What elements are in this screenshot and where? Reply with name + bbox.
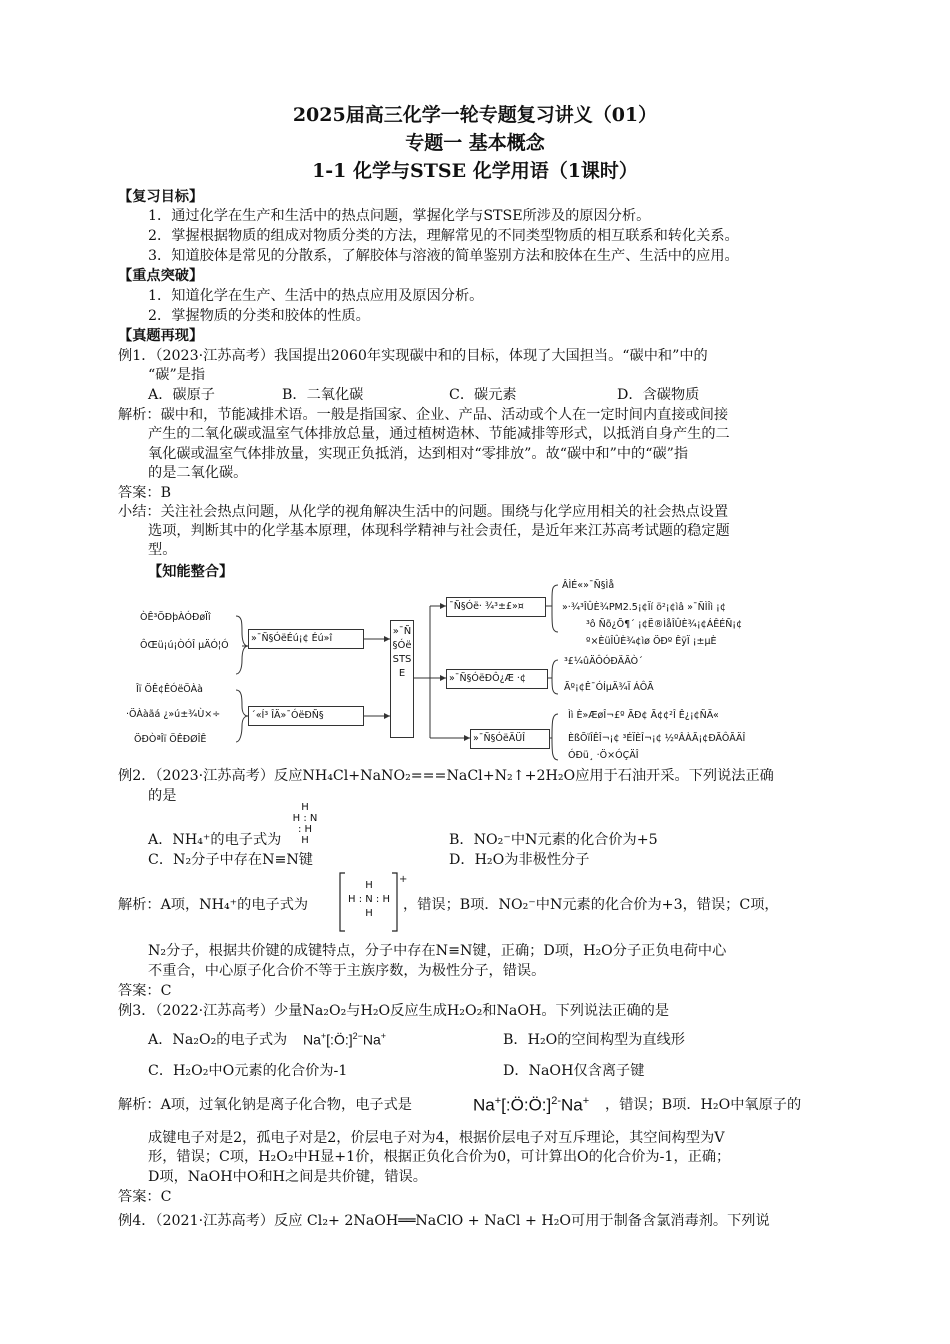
ex2-question: 例2．（2023·江苏高考）反应NH₄Cl+NaNO₂===NaCl+N₂↑+2H₂O应用于石油开采。下列说法正确 bbox=[118, 768, 774, 784]
goals-heading: 【复习目标】 bbox=[118, 189, 204, 205]
ex3-analysis-4: D项，NaOH中O和H之间是共价键，错误。 bbox=[148, 1169, 427, 1185]
ex3-analysis: 解析：A项，过氧化钠是离子化合物，电子式是 bbox=[118, 1097, 412, 1113]
key-2: 2．掌握物质的分类和胶体的性质。 bbox=[148, 308, 370, 324]
svg-text:+: + bbox=[399, 874, 408, 885]
box-stse: »¯Ñ§ÓëSTSE bbox=[390, 620, 414, 738]
nh4-electron-formula-image: H H : N : H H bbox=[292, 802, 318, 846]
ex1-analysis: 解析：碳中和，节能减排术语。一般是指国家、企业、产品、活动或个人在一定时间内直接或间接 bbox=[118, 407, 729, 423]
diagram-right-9: ÓÐü¸ ·Ö×ÓÇÄÎ bbox=[568, 750, 639, 761]
diagram-right-2: »·¾³ÎÛÈ¾PM2.5¡¢Ïí ö²¡¢ìâ »¯ÑÌÎì ¡¢ bbox=[562, 602, 726, 613]
box-energy: »¯Ñ§ÓëÄÜÎ bbox=[470, 729, 550, 749]
ex1-summary-3: 型。 bbox=[148, 542, 177, 558]
ex3-answer: 答案：C bbox=[118, 1189, 172, 1205]
knowledge-heading: 【知能整合】 bbox=[148, 564, 234, 580]
box-life: »¯Ñ§ÓëÉú¡¢ Éú»î bbox=[248, 629, 364, 649]
ex3-question: 例3．（2022·江苏高考）少量Na₂O₂与H₂O反应生成H₂O₂和NaOH。下列说法正确的是 bbox=[118, 1003, 670, 1019]
ex1-analysis-2: 产生的二氧化碳或温室气体排放总量，通过植树造林、节能减排等形式，以抵消自身产生的二 bbox=[148, 426, 730, 442]
ex1-analysis-3: 氧化碳或温室气体排放量，实现正负抵消，达到相对“零排放”。故“碳中和”中的“碳”指 bbox=[148, 446, 689, 462]
key-heading: 【重点突破】 bbox=[118, 268, 204, 284]
ex1-question-cont: “碳”是指 bbox=[148, 367, 206, 383]
ex3-analysis-b: ，错误；B项．H₂O中氧原子的 bbox=[605, 1097, 802, 1113]
nh4-electron-formula-bracket: H H : N : H H bbox=[348, 880, 390, 919]
ex1-option-d: D．含碳物质 bbox=[617, 387, 700, 403]
ex3-option-d: D．NaOH仅含离子键 bbox=[503, 1063, 645, 1079]
ex3-option-a: A．Na₂O₂的电子式为 bbox=[148, 1032, 288, 1048]
diagram-left-3: Îï ÖÊ¢ÊÓëÖÀà bbox=[136, 684, 203, 695]
box-culture: ´«Í³ ÎÄ»¯ÓëÐÑ§ bbox=[248, 706, 364, 726]
exam-heading: 【真题再现】 bbox=[118, 328, 204, 344]
diagram-left-4: ·ÖÀàãá ¿»ú±¾Ù×÷ bbox=[126, 709, 221, 720]
ex1-option-a: A．碳原子 bbox=[148, 387, 215, 403]
ex3-option-c: C．H₂O₂中O元素的化合价为-1 bbox=[148, 1063, 348, 1079]
na2o2-electron-formula-image: Na+[:Ö:]$^{2-}$Na+ bbox=[303, 1031, 387, 1048]
diagram-left-5: ÖÐÒªÎï ÖÊÐØÎÊ bbox=[134, 734, 207, 745]
na2o2-electron-formula-image-2: Na+[:Ö:Ö:]$^{2-}$Na+ bbox=[473, 1095, 590, 1115]
ex3-option-b: B．H₂O的空间构型为直线形 bbox=[503, 1032, 685, 1048]
ex2-option-a: A．NH₄⁺的电子式为 bbox=[148, 832, 282, 848]
ex1-option-b: B．二氧化碳 bbox=[282, 387, 364, 403]
ex3-analysis-2: 成键电子对是2，孤电子对是2，价层电子对为4，根据价层电子对互斥理论，其空间构型为V bbox=[148, 1130, 725, 1146]
doc-title: 2025届高三化学一轮专题复习讲义（01） bbox=[292, 104, 658, 126]
diagram-right-5: ³£¼ûÄÔÓÐÄÃÒ´ bbox=[564, 656, 643, 667]
goal-1: 1．通过化学在生产和生活中的热点问题，掌握化学与STSE所涉及的原因分析。 bbox=[148, 208, 651, 224]
diagram-right-4: º×ÈüÎÛÈ¾¢ìø ÖÐº ÊÿÏ ¡±µÈ bbox=[586, 636, 717, 647]
ex2-option-d: D．H₂O为非极性分子 bbox=[449, 852, 590, 868]
goal-3: 3．知道胶体是常见的分散系，了解胶体与溶液的简单鉴别方法和胶体在生产、生活中的应用。 bbox=[148, 248, 739, 264]
diagram-left-2: ÔŒü¡ú¡ÒÓÎ µÄÓ¦Ó bbox=[140, 640, 229, 651]
ex1-answer: 答案：B bbox=[118, 485, 171, 501]
ex2-answer: 答案：C bbox=[118, 983, 172, 999]
diagram-right-1: ÂÌÉ«»¯Ñ§Ìå bbox=[562, 580, 615, 591]
diagram-right-8: ÈßÕïÎÊÎ¬¡¢ ³ÉÏÈÎ¬¡¢ ½ºÂÀÃ¡¢ÐÃÔÃÄÎ bbox=[568, 733, 746, 744]
diagram-right-7: Ìì È»ÆøÎ¬£º ÃÐ¢ Ã¢¢²Î Ê¿¡¢ÑÄ« bbox=[568, 710, 719, 721]
lesson-title: 1-1 化学与STSE 化学用语（1课时） bbox=[312, 160, 638, 182]
ex1-option-c: C．碳元素 bbox=[449, 387, 517, 403]
ex2-analysis-2: N₂分子，根据共价键的成键特点，分子中存在N≡N键，正确；D项，H₂O分子正负电荷中心 bbox=[148, 943, 727, 959]
diagram-left-1: ÒÊ³ÖÐþÀÓÐøÏî bbox=[140, 612, 211, 623]
ex1-summary-2: 选项，判断其中的化学基本原理，体现科学精神与社会责任，是近年来江苏高考试题的稳定题 bbox=[148, 523, 730, 539]
ex2-question-cont: 的是 bbox=[148, 788, 177, 804]
ex1-question: 例1．（2023·江苏高考）我国提出2060年实现碳中和的目标，体现了大国担当。“碳中和”中的 bbox=[118, 348, 708, 364]
ex2-analysis-b: ，错误；B项．NO₂⁻中N元素的化合价为+3，错误；C项， bbox=[403, 897, 779, 913]
box-materials: »¯Ñ§ÓëÐÔ¿Æ ·¢ bbox=[446, 669, 548, 689]
box-environment: ¯Ñ§Óë· ¾³±£»¤ bbox=[446, 597, 546, 617]
ex2-analysis-3: 不重合，中心原子化合价不等于主族序数，为极性分子，错误。 bbox=[148, 963, 546, 979]
diagram-right-6: Ãº¡¢Ê¯ÓÍµÄ¾Ï ÁÔÃ bbox=[564, 682, 654, 693]
ex4-question: 例4．（2021·江苏高考）反应 Cl₂+ 2NaOH══NaClO + NaCl + H₂O可用于制备含氯消毒剂。下列说 bbox=[118, 1213, 770, 1229]
ex3-analysis-3: 形，错误；C项，H₂O₂中H显+1价，根据正负化合价为0，可计算出O的化合价为-1，正确； bbox=[148, 1149, 731, 1165]
diagram-right-3: ³ô Ñõ¿Õ¶´ ¡¢Ë®ÌåÎÛÈ¾¡¢ÁÊÉÑ¡¢ bbox=[586, 619, 743, 630]
ex1-summary: 小结：关注社会热点问题，从化学的视角解决生活中的问题。围绕与化学应用相关的社会热点设置 bbox=[118, 504, 729, 520]
ex2-option-c: C．N₂分子中存在N≡N键 bbox=[148, 852, 313, 868]
ex2-option-b: B．NO₂⁻中N元素的化合价为+5 bbox=[449, 832, 658, 848]
ex1-analysis-4: 的是二氧化碳。 bbox=[148, 465, 248, 481]
ex2-analysis: 解析：A项，NH₄⁺的电子式为 bbox=[118, 897, 309, 913]
key-1: 1．知道化学在生产、生活中的热点应用及原因分析。 bbox=[148, 288, 484, 304]
goal-2: 2．掌握根据物质的组成对物质分类的方法，理解常见的不同类型物质的相互联系和转化关系。 bbox=[148, 228, 739, 244]
topic-title: 专题一 基本概念 bbox=[405, 132, 545, 154]
